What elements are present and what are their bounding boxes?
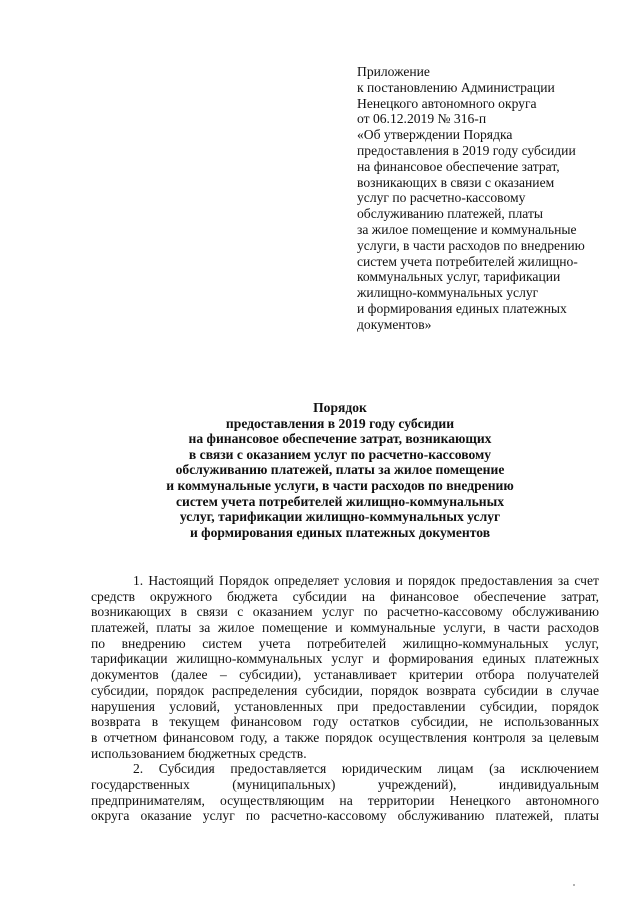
appendix-header bbox=[357, 64, 627, 333]
title-line: на финансовое обеспечение затрат, возникающих bbox=[188, 431, 492, 447]
paragraph-2-line: округа оказание услуг по расчетно-кассовому обслуживанию платежей, платы bbox=[91, 808, 599, 824]
appendix-line: от 06.12.2019 № 316-п bbox=[357, 111, 487, 127]
paragraph-1-line: средств окружного бюджета субсидии на финансовое обеспечение затрат, bbox=[91, 588, 599, 604]
appendix-line: возникающих в связи с оказанием bbox=[357, 174, 555, 190]
title-line: предоставления в 2019 году субсидии bbox=[225, 415, 455, 431]
title-line: систем учета потребителей жилищно-коммунальных bbox=[175, 493, 504, 509]
title-line: Порядок bbox=[313, 400, 367, 415]
paragraph-2-line: 2. Субсидия предоставляется юридическим лицам (за исключением bbox=[133, 761, 599, 777]
appendix-line: к постановлению Администрации bbox=[357, 79, 555, 95]
title-line: в связи с оказанием услуг по расчетно-кассовому bbox=[188, 446, 492, 462]
appendix-line: услуги, в части расходов по внедрению bbox=[357, 237, 585, 253]
appendix-line: систем учета потребителей жилищно- bbox=[357, 253, 578, 269]
appendix-line: «Об утверждении Порядка bbox=[357, 127, 513, 143]
title-line: услуг, тарификации жилищно-коммунальных услуг bbox=[179, 509, 501, 525]
paragraph-1-line: 1. Настоящий Порядок определяет условия и порядок предоставления за счет bbox=[133, 573, 599, 588]
appendix-line: обслуживанию платежей, платы bbox=[357, 206, 544, 222]
appendix-line: документов» bbox=[357, 316, 432, 332]
appendix-line: жилищно-коммунальных услуг bbox=[357, 285, 539, 301]
paragraph-1-line: тарификации жилищно-коммунальных услуг и формирования единых платежных bbox=[91, 651, 599, 667]
paragraph-1-line: использованием бюджетных средств. bbox=[91, 745, 307, 761]
appendix-line: и формирования единых платежных bbox=[357, 300, 567, 316]
paragraph-1-line: документов (далее – субсидии), устанавливает критерии отбора получателей bbox=[91, 667, 599, 683]
title-line: и коммунальные услуги, в части расходов по внедрению bbox=[166, 477, 514, 493]
paragraph-1-line: платежей, платы за жилое помещение и коммунальные услуги, в части расходов bbox=[91, 620, 599, 636]
title-line: и формирования единых платежных документов bbox=[189, 524, 491, 540]
appendix-line: услуг по расчетно-кассовому bbox=[357, 190, 526, 206]
title-line: обслуживанию платежей, платы за жилое помещение bbox=[175, 462, 505, 478]
paragraph-1-line: возврата в текущем финансовом году остатков субсидии, не использованных bbox=[91, 714, 599, 730]
document-title bbox=[150, 400, 530, 540]
paragraph-2-line: государственных (муниципальных) учреждений), индивидуальным bbox=[91, 776, 599, 792]
paragraph-1-line: возникающих в связи с оказанием услуг по расчетно-кассовому обслуживанию bbox=[91, 604, 599, 620]
appendix-line: предоставления в 2019 году субсидии bbox=[357, 142, 576, 158]
paragraph-1-line: в отчетном финансовом году, а также порядок осуществления контроля за целевым bbox=[91, 729, 599, 745]
paragraph-1-line: по внедрению систем учета потребителей жилищно-коммунальных услуг, bbox=[91, 635, 599, 651]
appendix-line: Ненецкого автономного округа bbox=[357, 95, 537, 111]
paragraph-1-line: нарушения условий, установленных при предоставлении субсидии, порядок bbox=[91, 698, 599, 714]
appendix-line: за жилое помещение и коммунальные bbox=[357, 221, 577, 237]
paragraph-2-line: предпринимателям, осуществляющим на территории Ненецкого автономного bbox=[91, 792, 599, 808]
scan-speck bbox=[573, 884, 575, 886]
appendix-line: Приложение bbox=[357, 64, 430, 79]
document-body bbox=[91, 573, 599, 824]
paragraph-1-line: субсидии, порядок распределения субсидии, порядок возврата субсидии в случае bbox=[91, 682, 599, 698]
appendix-line: на финансовое обеспечение затрат, bbox=[357, 158, 560, 174]
appendix-line: коммунальных услуг, тарификации bbox=[357, 269, 561, 285]
